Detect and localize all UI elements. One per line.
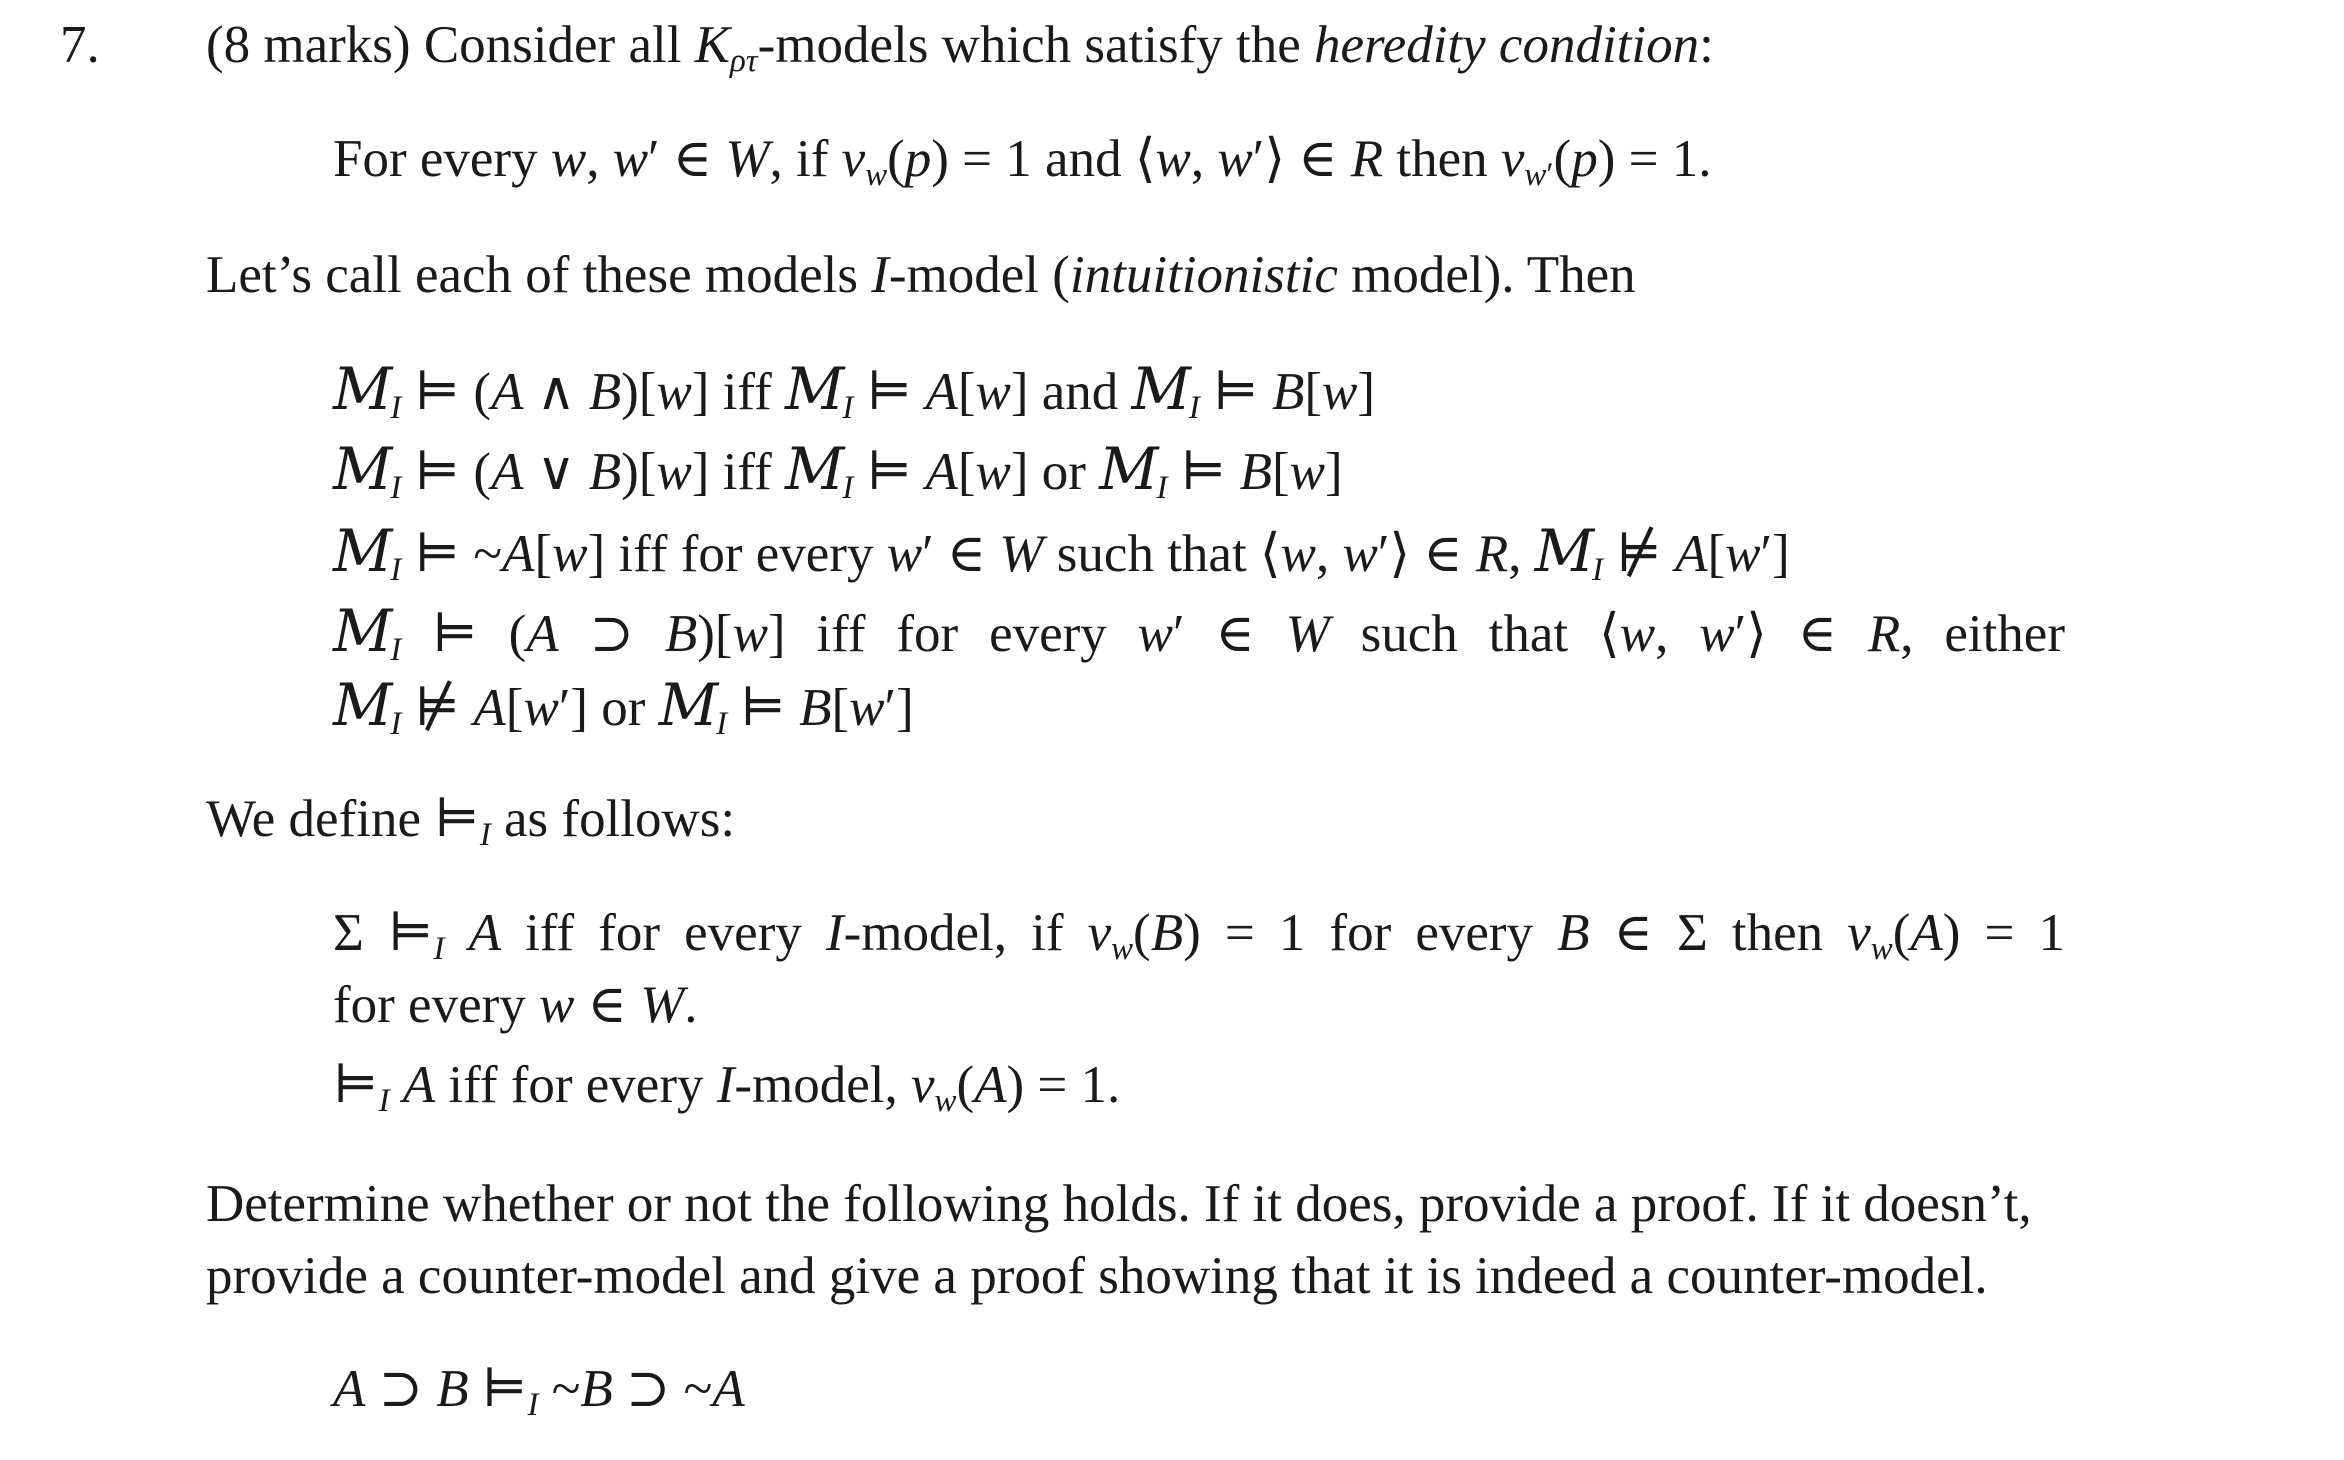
definition-validity: $⊨_I$ A iff for every I-model, $v_w(A) = 1$. [333, 1056, 1121, 1120]
heredity-condition: For every w, w′ ∈ W, if $v_w(p) = 1$ and ⟨w, w′⟩ ∈ R then $v_{w'}(p) = 1$. [333, 130, 1712, 194]
define-consequence: We define $⊨_I$ as follows: [206, 790, 736, 854]
clause-implication: $M_I$ ⊨ (A ⊃ B)[w] iff for every w′ ∈ W such that ⟨w, w′⟩ ∈ R, either [333, 597, 2065, 669]
definition-consequence-continued: for every w ∈ W. [333, 976, 698, 1034]
clause-implication-continued: $M_I$ ⊭ A[w′] or $M_I$ ⊨ B[w′] [333, 671, 914, 743]
definition-consequence: Σ $⊨_I$ A iff for every I-model, if $v_w(B) = 1$ for every B ∈ Σ then $v_w(A) = 1$ [333, 904, 2066, 968]
task-instructions: Determine whether or not the following holds. If it does, provide a proof. If it doesn’t, provide a counter-model and give a proof showing that it is indeed a counter-model. [206, 1175, 2032, 1305]
clause-negation: $M_I$ ⊨ ~A[w] iff for every w′ ∈ W such that ⟨w, w′⟩ ∈ R, $M_I$ ⊭ A[w′] [333, 517, 1790, 589]
clause-conjunction: $M_I$ ⊨ (A ∧ B)[w] iff $M_I$ ⊨ A[w] and $M_I$ ⊨ B[w] [333, 355, 1375, 427]
target-formula: A ⊃ B $⊨_I$ ~B ⊃ ~A [333, 1360, 745, 1424]
clause-disjunction: $M_I$ ⊨ (A ∨ B)[w] iff $M_I$ ⊨ A[w] or $M_I$ ⊨ B[w] [333, 435, 1343, 507]
question-intro: (8 marks) Consider all $K_{\rho\tau}$-models which satisfy the heredity condition: [206, 16, 1714, 80]
i-model-intro: Let’s call each of these models I-model (intuitionistic model). Then [206, 246, 1636, 304]
question-number: 7. [60, 16, 100, 74]
